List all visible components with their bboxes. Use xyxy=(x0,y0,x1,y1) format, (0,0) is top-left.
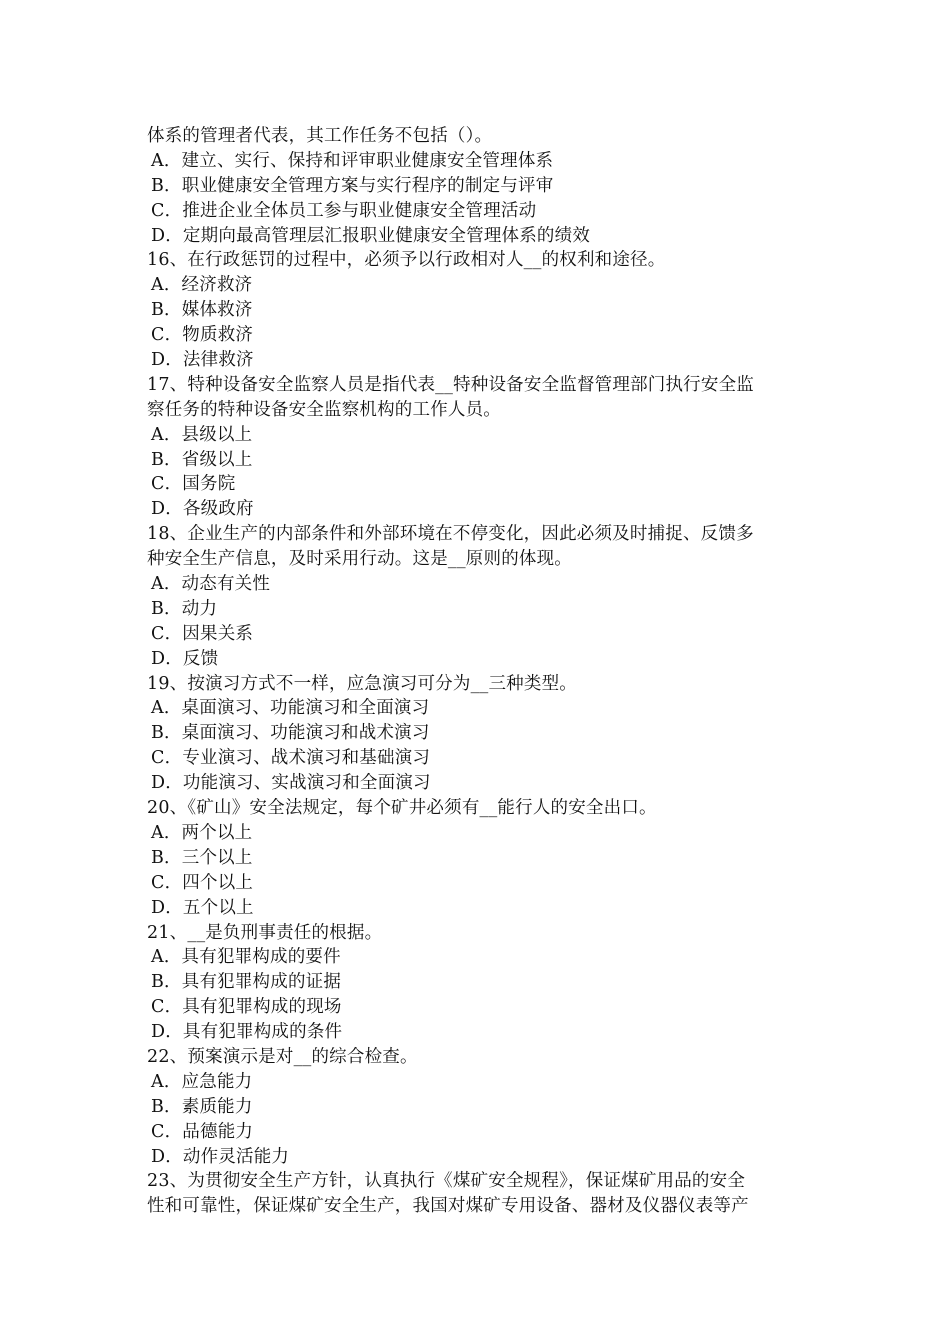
answer-option: A．动态有关性 xyxy=(151,574,271,595)
answer-option: B．三个以上 xyxy=(151,847,253,868)
question-text: 17、特种设备安全监察人员是指代表__特种设备安全监督管理部门执行安全监 xyxy=(147,374,754,395)
answer-option: C．因果关系 xyxy=(151,623,254,644)
answer-option: C．具有犯罪构成的现场 xyxy=(151,997,342,1018)
answer-option: B．职业健康安全管理方案与实行程序的制定与评审 xyxy=(151,175,554,196)
answer-option: C．物质救济 xyxy=(151,325,254,346)
answer-option: B．桌面演习、功能演习和战术演习 xyxy=(151,723,430,744)
answer-option: D．具有犯罪构成的条件 xyxy=(151,1022,343,1043)
answer-option: B．媒体救济 xyxy=(151,300,253,321)
answer-option: A．县级以上 xyxy=(151,424,253,445)
answer-option: A．两个以上 xyxy=(151,822,253,843)
answer-option: B．具有犯罪构成的证据 xyxy=(151,972,342,993)
answer-option: D．各级政府 xyxy=(151,499,254,520)
answer-option: A．经济救济 xyxy=(151,275,253,296)
document-page xyxy=(147,124,809,1219)
answer-option: D．功能演习、实战演习和全面演习 xyxy=(151,773,431,794)
answer-option: D．五个以上 xyxy=(151,897,254,918)
question-text: 21、__是负刑事责任的根据。 xyxy=(147,922,383,943)
question-text: 19、按演习方式不一样，应急演习可分为__三种类型。 xyxy=(147,673,577,694)
answer-option: C．推进企业全体员工参与职业健康安全管理活动 xyxy=(151,200,537,221)
answer-option: D．动作灵活能力 xyxy=(151,1146,290,1167)
answer-option: C．四个以上 xyxy=(151,872,254,893)
question-text: 体系的管理者代表，其工作任务不包括（）。 xyxy=(147,126,493,146)
answer-option: A．具有犯罪构成的要件 xyxy=(151,947,341,968)
question-text: 20、《矿山》安全法规定，每个矿井必须有__能行人的安全出口。 xyxy=(147,798,657,819)
question-text: 种安全生产信息，及时采用行动。这是__原则的体现。 xyxy=(147,549,572,570)
answer-option: B．素质能力 xyxy=(151,1096,253,1117)
answer-option: B．省级以上 xyxy=(151,449,253,470)
answer-option: D．法律救济 xyxy=(151,350,254,371)
answer-option: D．定期向最高管理层汇报职业健康安全管理体系的绩效 xyxy=(151,225,591,246)
answer-option: D．反馈 xyxy=(151,648,219,669)
question-text: 16、在行政惩罚的过程中，必须予以行政相对人__的权利和途径。 xyxy=(147,250,666,271)
question-text: 性和可靠性，保证煤矿安全生产，我国对煤矿专用设备、器材及仪器仪表等产 xyxy=(147,1196,749,1217)
question-text: 18、企业生产的内部条件和外部环境在不停变化，因此必须及时捕捉、反馈多 xyxy=(147,524,754,545)
answer-option: A．应急能力 xyxy=(151,1071,253,1092)
answer-option: B．动力 xyxy=(151,598,218,619)
question-text: 察任务的特种设备安全监察机构的工作人员。 xyxy=(147,399,501,420)
answer-option: A．建立、实行、保持和评审职业健康安全管理体系 xyxy=(151,150,554,171)
question-text: 22、预案演示是对__的综合检查。 xyxy=(147,1046,418,1067)
answer-option: C．国务院 xyxy=(151,474,236,495)
answer-option: C．专业演习、战术演习和基础演习 xyxy=(151,748,431,769)
answer-option: C．品德能力 xyxy=(151,1121,254,1142)
question-text: 23、为贯彻安全生产方针，认真执行《煤矿安全规程》，保证煤矿用品的安全 xyxy=(147,1171,746,1192)
answer-option: A．桌面演习、功能演习和全面演习 xyxy=(151,698,430,719)
